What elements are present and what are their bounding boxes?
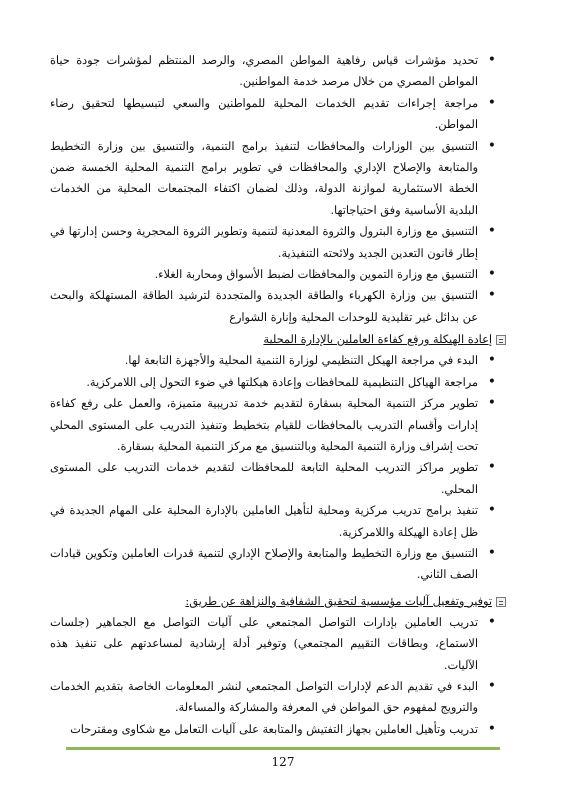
- list-item: • تطوير مراكز التدريب المحلية التابعة للمحافظات لتقديم خدمات التدريب على المستوى المحلي.: [50, 457, 496, 500]
- list-item: • التنسيق مع وزارة التموين والمحافظات لضبط الأسواق ومحاربة الغلاء.: [50, 264, 496, 285]
- page-body: [50, 50, 496, 740]
- heading-marker-icon: [496, 597, 506, 607]
- section-heading-transparency: [50, 592, 506, 612]
- list-item: • تدريب العاملين بإدارات التواصل المجتمعي على آليات التواصل مع الجماهير (جلسات الاستماع، وبطاقات التقييم المجتمعي) وتوفير أدلة إرشادية لمساعدتهم على تنفيذ هذه الآليات.: [50, 612, 496, 676]
- section-heading-restructuring: [50, 330, 506, 350]
- list-item: • البدء في تقديم الدعم لإدارات التواصل المجتمعي لنشر المعلومات الخاصة بتقديم الخدمات والترويج لمفهوم حق المواطن في المعرفة والمشاركة والمساءلة.: [50, 676, 496, 719]
- list-item: • التنسيق بين الوزارات والمحافظات لتنفيذ برامج التنمية، والتنسيق بين وزارة التخطيط والمتابعة والإصلاح الإداري والمحافظات في تطوير برامج التنمية المحلية الخمسة ضمن الخطة الاستثمارية لموازنة الدولة، وذلك لضمان اكتفاء المجتمعات المحلية من الخدمات البلدية الأساسية وفق احتياجاتها.: [50, 136, 496, 222]
- list-item: • تنفيذ برامج تدريب مركزية ومحلية لتأهيل العاملين بالإدارة المحلية على المهام الجديدة في ظل إعادة الهيكلة واللامركزية.: [50, 500, 496, 543]
- section-heading-text: إعادة الهيكلة ورفع كفاءة العاملين بالإدارة المحلية: [263, 333, 492, 347]
- footer-rule: [66, 747, 500, 750]
- page-number: 127: [271, 755, 295, 769]
- section2-list: [50, 350, 496, 585]
- section3-list: [50, 612, 496, 740]
- list-item: • تحديد مؤشرات قياس رفاهية المواطن المصري، والرصد المنتظم لمؤشرات جودة حياة المواطن المصري من خلال مرصد خدمة المواطنين.: [50, 50, 496, 93]
- list-item: • التنسيق مع وزارة التخطيط والمتابعة والإصلاح الإداري لتنمية قدرات العاملين وتكوين قيادات الصف الثاني.: [50, 543, 496, 586]
- list-item: • تطوير مركز التنمية المحلية بسقارة لتقديم خدمة تدريبية متميزة، والعمل على رفع كفاءة إدارات وأقسام التدريب بالمحافظات للقيام بتخطيط وتنفيذ التدريب على المستوى المحلي تحت إشراف وزارة التنمية المحلية وبالتنسيق مع مركز التنمية المحلية بسقارة.: [50, 393, 496, 457]
- section-heading-text: توفير وتفعيل آليات مؤسسية لتحقيق الشفافية والنزاهة عن طريق:: [185, 594, 492, 608]
- list-item: • تدريب وتأهيل العاملين بجهاز التفتيش والمتابعة على آليات التعامل مع شكاوى ومقترحات: [50, 719, 496, 740]
- list-item: • مراجعة الهياكل التنظيمية للمحافظات وإعادة هيكلتها في ضوء التحول إلى اللامركزية.: [50, 372, 496, 393]
- list-item: • التنسيق مع وزارة البترول والثروة المعدنية لتنمية وتطوير الثروة المحجرية وحسن إدارتها في إطار قانون التعدين الجديد ولائحته التنفيذية.: [50, 221, 496, 264]
- heading-marker-icon: [496, 335, 506, 345]
- section1-list: [50, 50, 496, 328]
- list-item: • التنسيق بين وزارة الكهرباء والطاقة الجديدة والمتجددة لترشيد الطاقة المستهلكة والبحث عن بدائل غير تقليدية للوحدات المحلية وإنارة الشوارع: [50, 285, 496, 328]
- list-item: • البدء في مراجعة الهيكل التنظيمي لوزارة التنمية المحلية والأجهزة التابعة لها.: [50, 350, 496, 371]
- list-item: • مراجعة إجراءات تقديم الخدمات المحلية للمواطنين والسعي لتبسيطها لتحقيق رضاء المواطن.: [50, 93, 496, 136]
